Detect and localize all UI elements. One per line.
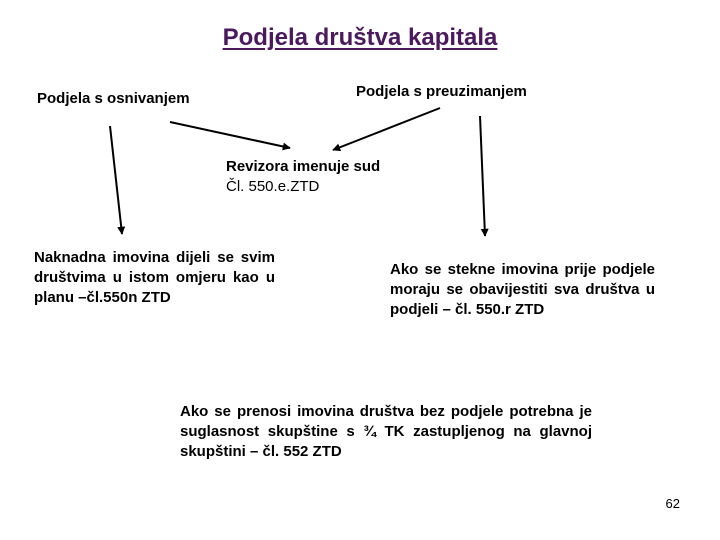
page-number: 62: [665, 496, 680, 511]
revizor-line-1: Revizora imenuje sud: [226, 158, 381, 175]
node-prenosi-imovina: Ako se prenosi imovina društva bez podjele potrebna je suglasnost skupštine s ¾ TK zastupljenog na glavnoj skupštini – čl. 552 ZTD: [180, 403, 592, 460]
node-naknadna-imovina: Naknadna imovina dijeli se svim društvima u istom omjeru kao u planu –čl.550n ZTD: [34, 249, 275, 306]
arrow-osnivanje-to-revizor: [170, 122, 290, 148]
page-title: Podjela društva kapitala: [222, 24, 498, 51]
arrow-preuzimanje-to-revizor: [333, 108, 440, 150]
arrow-osnivanje-to-naknadna: [110, 126, 122, 234]
arrow-preuzimanje-to-stekne: [480, 116, 485, 236]
node-podjela-s-preuzimanjem: Podjela s preuzimanjem: [356, 83, 527, 100]
revizor-line-2: Čl. 550.e.ZTD: [226, 178, 320, 195]
node-podjela-s-osnivanjem: Podjela s osnivanjem: [37, 90, 190, 107]
node-stekne-imovina: Ako se stekne imovina prije podjele moraju se obavijestiti sva društva u podjeli – čl. 550.r ZTD: [390, 261, 655, 318]
